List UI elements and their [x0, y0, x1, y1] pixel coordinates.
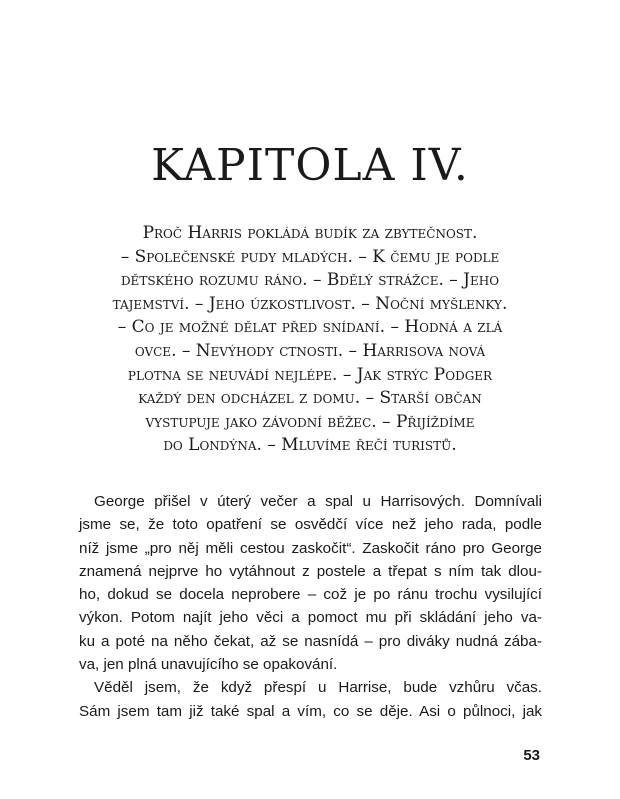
- page-number: 53: [523, 747, 540, 764]
- summary-line: ovce. – Nevýhody ctnosti. – Harrisova nová: [134, 340, 486, 361]
- text-line: výkon. Potom najít jeho věci a pomoct mu při skládání jeho va-: [79, 609, 542, 627]
- text-line: Sám jsem tam již také spal a vím, co se děje. Asi o půlnoci, jak: [79, 702, 542, 720]
- summary-line: vystupuje jako závodní běžec. – Přijíždíme: [145, 411, 475, 432]
- summary-line: Proč Harris pokládá budík za zbytečnost.: [142, 223, 478, 243]
- text-line: va, jen plná unavujícího se opakování.: [79, 656, 338, 674]
- summary-line: – Společenské pudy mladých. – K čemu je podle: [120, 246, 500, 267]
- text-line: znamená nejprve ho vytáhnout z postele a třepat s ním tak dlou-: [79, 562, 542, 580]
- chapter-title: KAPITOLA IV.: [151, 140, 469, 191]
- text-line: ho, dokud se docela neprobere – což je po ránu trochu vysilující: [79, 586, 542, 604]
- summary-line: dětského rozumu ráno. – Bdělý strážce. – Jeho: [120, 270, 500, 291]
- chapter-summary: [80, 222, 540, 458]
- summary-line: každý den odcházel z domu. – Starší občan: [138, 388, 482, 409]
- text-line: níž jsme „pro něj měli cestou zaskočit“. Zaskočit ráno pro George: [79, 539, 542, 557]
- text-line: Věděl jsem, že když přespí u Harrise, bude vzhůru včas.: [94, 679, 542, 697]
- paragraph-1: [79, 490, 542, 676]
- paragraph-2: [79, 676, 542, 723]
- body-text: [79, 490, 542, 723]
- text-line: George přišel v úterý večer a spal u Harrisových. Domnívali: [94, 493, 542, 510]
- summary-line: do Londýna. – Mluvíme řečí turistů.: [163, 435, 457, 456]
- summary-line: plotna se neuvádí nejlépe. – Jak strýc Podger: [127, 364, 493, 385]
- text-line: jsme se, že toto opatření se osvědčí více než jeho rada, podle: [79, 516, 542, 534]
- summary-line: – Co je možné dělat před snídaní. – Hodná a zlá: [117, 317, 503, 338]
- summary-line: tajemství. – Jeho úzkostlivost. – Noční myšlenky.: [112, 293, 508, 314]
- text-line: ku a poté na něho čekat, až se nasnídá – pro diváky nudná zába-: [79, 632, 542, 650]
